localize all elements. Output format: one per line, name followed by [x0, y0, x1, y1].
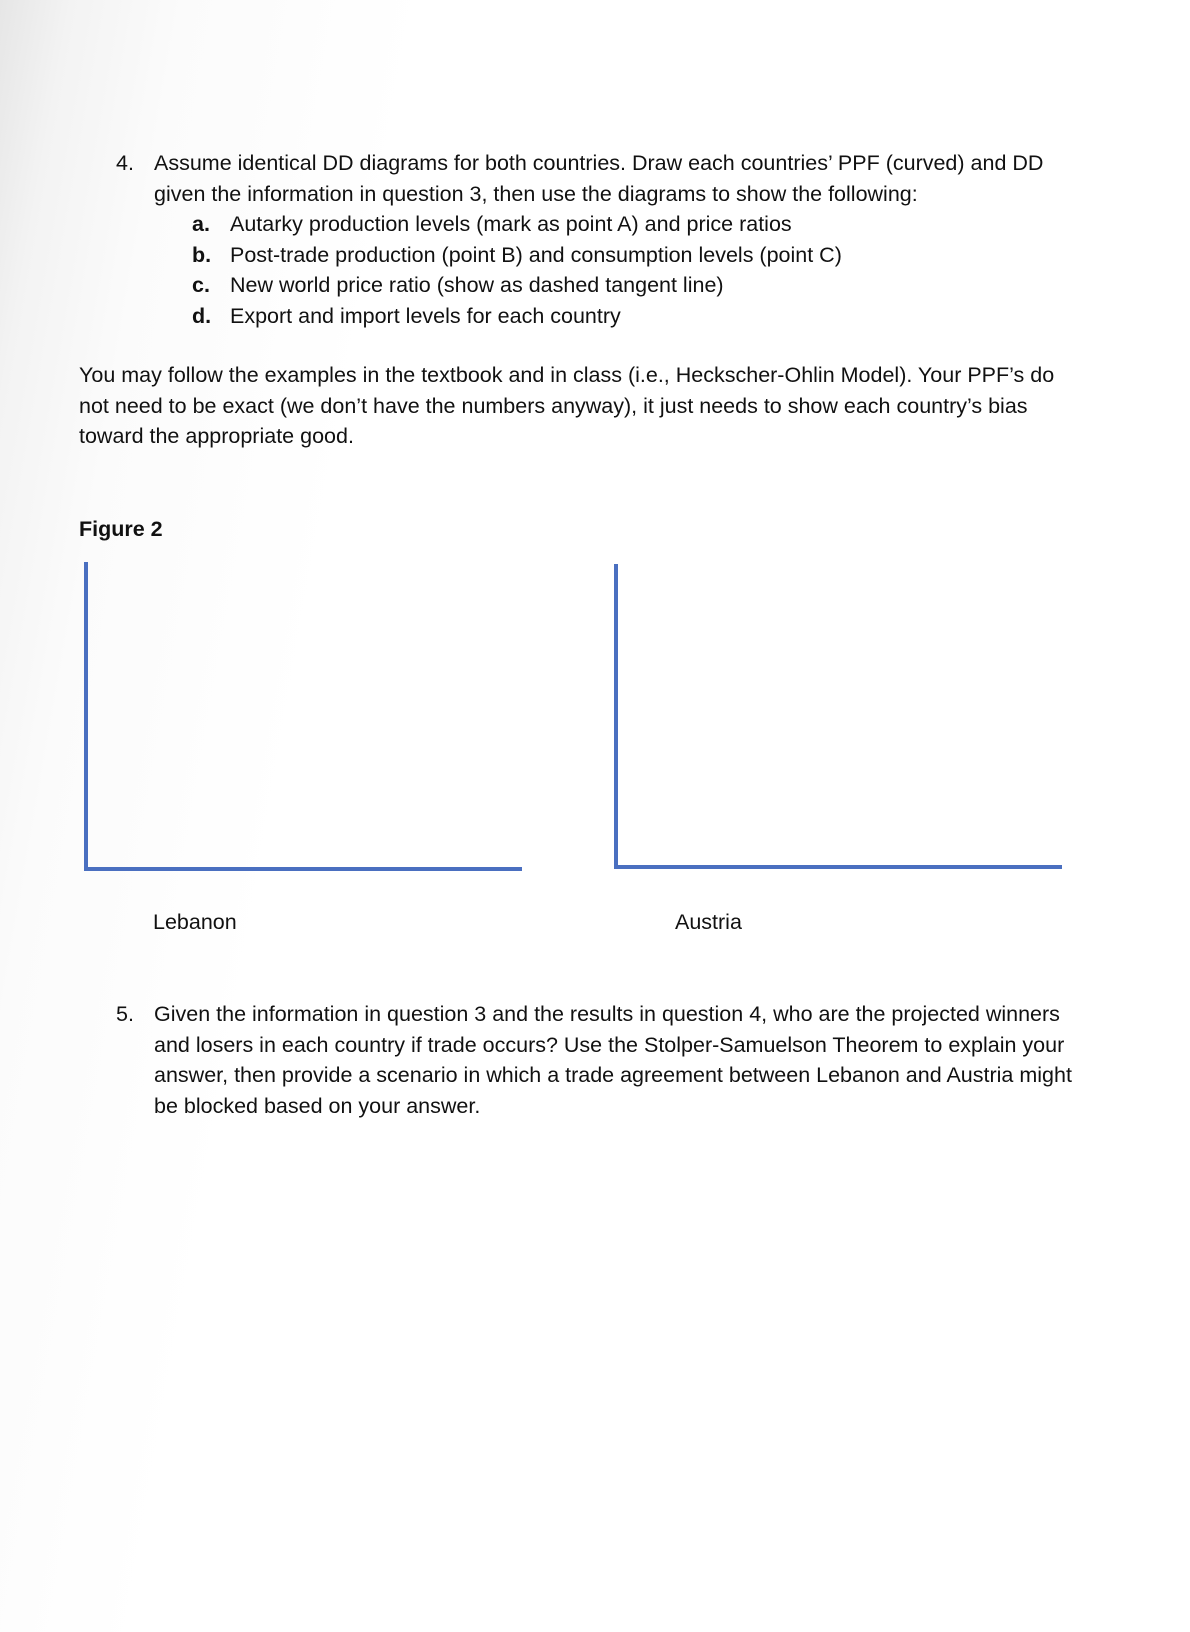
subitem-letter: a. — [192, 212, 210, 236]
subitem-letter: b. — [192, 242, 212, 267]
figure-label: Figure 2 — [79, 517, 163, 541]
instructions-paragraph: You may follow the examples in the textbook and in class (i.e., Heckscher-Ohlin Model). Your PPF’s do not need to be exact (we don’t have the numbers anyway), it just needs to show each country’s bias toward the appropriate good. — [79, 363, 1055, 448]
subitem-letter: c. — [192, 273, 210, 297]
lebanon-label: Lebanon — [153, 910, 237, 934]
question-5-text: Given the information in question 3 and the results in question 4, who are the projected winners and losers in each country if trade occurs? Use the Stolper-Samuelson Theorem to explain your answer, then provide a scenario in which a trade agreement between Lebanon and Austria might be blocked based on your answer. — [154, 1002, 1072, 1118]
question-4-number: 4. — [116, 151, 134, 175]
lebanon-axes — [84, 562, 522, 871]
subitem-text: Export and import levels for each country — [230, 303, 621, 328]
question-4-text: Assume identical DD diagrams for both countries. Draw each countries’ PPF (curved) and DD given the information in question 3, then use the diagrams to show the following: — [154, 151, 1044, 206]
austria-label: Austria — [675, 910, 742, 934]
subitem-text: Autarky production levels (mark as point A) and price ratios — [230, 212, 792, 236]
question-5-number: 5. — [116, 1002, 134, 1026]
austria-axes — [614, 564, 1062, 869]
subitem-letter: d. — [192, 303, 212, 328]
subitem-text: Post-trade production (point B) and consumption levels (point C) — [230, 242, 842, 267]
subitem-text: New world price ratio (show as dashed tangent line) — [230, 273, 724, 297]
